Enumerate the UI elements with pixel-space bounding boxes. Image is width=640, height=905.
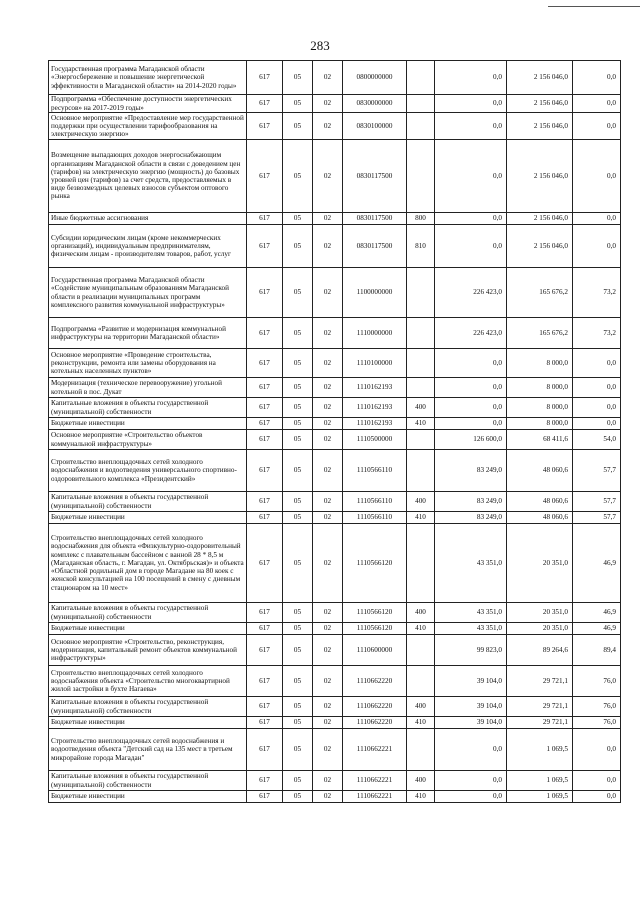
cell-target-article: 1110662221	[343, 791, 407, 803]
cell-subsection: 02	[313, 268, 343, 318]
cell-grbs: 617	[247, 225, 283, 268]
cell-plan: 0,0	[435, 349, 507, 378]
table-row	[49, 603, 621, 623]
cell-name: Капитальные вложения в объекты государственной (муниципальной) собственности	[49, 603, 247, 623]
cell-percent: 89,4	[573, 635, 621, 666]
cell-percent: 0,0	[573, 349, 621, 378]
cell-grbs: 617	[247, 61, 283, 95]
cell-section: 05	[283, 113, 313, 140]
cell-target-article: 1110000000	[343, 318, 407, 349]
cell-expense-type	[407, 729, 435, 771]
cell-target-article: 1110566110	[343, 512, 407, 524]
cell-grbs: 617	[247, 378, 283, 398]
cell-percent: 0,0	[573, 113, 621, 140]
cell-name: Основное мероприятие «Предоставление мер государственной поддержки при осуществлении тарифообразования на электрическую энергию»	[49, 113, 247, 140]
cell-grbs: 617	[247, 603, 283, 623]
cell-expense-type: 810	[407, 225, 435, 268]
cell-name: Государственная программа Магаданской области «Содействие муниципальным образованиям Магаданской области в реализации муниципальных программ комплексного развития коммунальной инфраструктуры»	[49, 268, 247, 318]
cell-grbs: 617	[247, 95, 283, 113]
top-edge-line	[548, 6, 640, 7]
cell-fact: 8 000,0	[507, 378, 573, 398]
cell-percent: 57,7	[573, 512, 621, 524]
cell-fact: 48 060,6	[507, 450, 573, 492]
cell-percent: 73,2	[573, 318, 621, 349]
cell-grbs: 617	[247, 623, 283, 635]
cell-name: Строительство внеплощадочных сетей холодного водоснабжения объекта «Строительство многоквартирной жилой застройки в бухте Нагаева»	[49, 666, 247, 697]
cell-plan: 0,0	[435, 418, 507, 430]
cell-target-article: 1110566120	[343, 623, 407, 635]
cell-plan: 0,0	[435, 113, 507, 140]
cell-section: 05	[283, 603, 313, 623]
cell-grbs: 617	[247, 349, 283, 378]
cell-plan: 39 104,0	[435, 717, 507, 729]
cell-name: Подпрограмма «Развитие и модернизация коммунальной инфраструктуры на территории Магаданской области»	[49, 318, 247, 349]
table-row	[49, 492, 621, 512]
cell-target-article: 0830100000	[343, 113, 407, 140]
table-row	[49, 623, 621, 635]
cell-section: 05	[283, 524, 313, 603]
cell-expense-type	[407, 349, 435, 378]
cell-section: 05	[283, 635, 313, 666]
cell-section: 05	[283, 791, 313, 803]
cell-subsection: 02	[313, 430, 343, 450]
cell-grbs: 617	[247, 729, 283, 771]
cell-target-article: 0800000000	[343, 61, 407, 95]
table-row	[49, 140, 621, 213]
cell-name: Бюджетные инвестиции	[49, 791, 247, 803]
cell-plan: 43 351,0	[435, 623, 507, 635]
cell-expense-type	[407, 378, 435, 398]
cell-grbs: 617	[247, 450, 283, 492]
cell-section: 05	[283, 512, 313, 524]
cell-section: 05	[283, 213, 313, 225]
cell-name: Строительство внеплощадочных сетей холодного водоснабжения и водоотведения универсального спортивно-оздоровительного комплекса «Президентский»	[49, 450, 247, 492]
table-row	[49, 791, 621, 803]
cell-subsection: 02	[313, 512, 343, 524]
cell-subsection: 02	[313, 61, 343, 95]
table-row	[49, 95, 621, 113]
cell-target-article: 0830117500	[343, 225, 407, 268]
cell-fact: 2 156 046,0	[507, 95, 573, 113]
cell-plan: 43 351,0	[435, 603, 507, 623]
table-row	[49, 113, 621, 140]
cell-target-article: 1110566110	[343, 492, 407, 512]
cell-fact: 1 069,5	[507, 791, 573, 803]
cell-plan: 99 823,0	[435, 635, 507, 666]
cell-subsection: 02	[313, 113, 343, 140]
cell-plan: 39 104,0	[435, 697, 507, 717]
cell-expense-type: 410	[407, 717, 435, 729]
cell-fact: 2 156 046,0	[507, 225, 573, 268]
table-row	[49, 524, 621, 603]
cell-name: Основное мероприятие «Строительство, реконструкция, модернизация, капитальный ремонт объектов коммунальной инфраструктуры»	[49, 635, 247, 666]
cell-expense-type: 400	[407, 492, 435, 512]
cell-fact: 2 156 046,0	[507, 113, 573, 140]
cell-name: Капитальные вложения в объекты государственной (муниципальной) собственности	[49, 398, 247, 418]
cell-expense-type	[407, 666, 435, 697]
table-row	[49, 349, 621, 378]
cell-expense-type: 800	[407, 213, 435, 225]
cell-fact: 89 264,6	[507, 635, 573, 666]
cell-plan: 0,0	[435, 791, 507, 803]
cell-subsection: 02	[313, 95, 343, 113]
cell-section: 05	[283, 623, 313, 635]
cell-section: 05	[283, 717, 313, 729]
cell-fact: 20 351,0	[507, 623, 573, 635]
cell-grbs: 617	[247, 268, 283, 318]
cell-fact: 8 000,0	[507, 398, 573, 418]
cell-subsection: 02	[313, 492, 343, 512]
table-row	[49, 430, 621, 450]
cell-percent: 0,0	[573, 791, 621, 803]
cell-percent: 0,0	[573, 213, 621, 225]
cell-grbs: 617	[247, 492, 283, 512]
cell-expense-type	[407, 268, 435, 318]
cell-percent: 73,2	[573, 268, 621, 318]
cell-plan: 43 351,0	[435, 524, 507, 603]
cell-percent: 46,9	[573, 603, 621, 623]
cell-percent: 76,0	[573, 666, 621, 697]
cell-grbs: 617	[247, 418, 283, 430]
cell-subsection: 02	[313, 213, 343, 225]
cell-expense-type: 400	[407, 603, 435, 623]
cell-subsection: 02	[313, 378, 343, 398]
table-row	[49, 512, 621, 524]
table-row	[49, 729, 621, 771]
cell-grbs: 617	[247, 697, 283, 717]
cell-expense-type: 400	[407, 771, 435, 791]
cell-target-article: 1110566120	[343, 603, 407, 623]
cell-percent: 46,9	[573, 524, 621, 603]
cell-plan: 226 423,0	[435, 318, 507, 349]
cell-section: 05	[283, 492, 313, 512]
cell-expense-type: 410	[407, 512, 435, 524]
cell-section: 05	[283, 95, 313, 113]
cell-subsection: 02	[313, 524, 343, 603]
cell-subsection: 02	[313, 140, 343, 213]
cell-percent: 0,0	[573, 140, 621, 213]
cell-expense-type: 410	[407, 791, 435, 803]
cell-section: 05	[283, 697, 313, 717]
cell-target-article: 1100000000	[343, 268, 407, 318]
cell-fact: 68 411,6	[507, 430, 573, 450]
cell-section: 05	[283, 450, 313, 492]
table-row	[49, 717, 621, 729]
cell-percent: 76,0	[573, 717, 621, 729]
cell-target-article: 1110600000	[343, 635, 407, 666]
cell-section: 05	[283, 268, 313, 318]
cell-plan: 0,0	[435, 378, 507, 398]
cell-target-article: 0830117500	[343, 140, 407, 213]
cell-fact: 165 676,2	[507, 268, 573, 318]
table-body	[49, 61, 621, 803]
cell-subsection: 02	[313, 398, 343, 418]
cell-plan: 126 600,0	[435, 430, 507, 450]
cell-name: Возмещение выпадающих доходов энергоснабжающим организациям Магаданской области в связи с доведением цен (тарифов) на электрическую энергию (мощность) до базовых уровней цен (тарифов) за счет средств, предоставляемых в виде безвозмездных целевых взносов субъектом оптового рынка	[49, 140, 247, 213]
cell-section: 05	[283, 378, 313, 398]
cell-grbs: 617	[247, 524, 283, 603]
cell-fact: 1 069,5	[507, 729, 573, 771]
cell-name: Подпрограмма «Обеспечение доступности энергетических ресурсов» на 2017-2019 годы»	[49, 95, 247, 113]
cell-grbs: 617	[247, 771, 283, 791]
cell-fact: 2 156 046,0	[507, 140, 573, 213]
cell-grbs: 617	[247, 666, 283, 697]
cell-plan: 0,0	[435, 61, 507, 95]
cell-subsection: 02	[313, 791, 343, 803]
cell-fact: 20 351,0	[507, 603, 573, 623]
cell-section: 05	[283, 430, 313, 450]
table-row	[49, 225, 621, 268]
cell-percent: 0,0	[573, 771, 621, 791]
table-row	[49, 268, 621, 318]
cell-grbs: 617	[247, 398, 283, 418]
cell-section: 05	[283, 140, 313, 213]
cell-percent: 0,0	[573, 398, 621, 418]
cell-expense-type	[407, 318, 435, 349]
cell-name: Бюджетные инвестиции	[49, 418, 247, 430]
table-row	[49, 61, 621, 95]
cell-fact: 29 721,1	[507, 666, 573, 697]
cell-percent: 0,0	[573, 61, 621, 95]
cell-plan: 83 249,0	[435, 492, 507, 512]
cell-fact: 8 000,0	[507, 418, 573, 430]
table-row	[49, 418, 621, 430]
cell-subsection: 02	[313, 623, 343, 635]
cell-expense-type	[407, 61, 435, 95]
cell-percent: 57,7	[573, 450, 621, 492]
cell-expense-type	[407, 95, 435, 113]
cell-plan: 0,0	[435, 140, 507, 213]
cell-subsection: 02	[313, 635, 343, 666]
cell-section: 05	[283, 398, 313, 418]
cell-target-article: 1110162193	[343, 378, 407, 398]
cell-section: 05	[283, 61, 313, 95]
cell-grbs: 617	[247, 717, 283, 729]
cell-expense-type	[407, 635, 435, 666]
cell-target-article: 1110566120	[343, 524, 407, 603]
cell-percent: 0,0	[573, 95, 621, 113]
cell-expense-type	[407, 140, 435, 213]
cell-percent: 76,0	[573, 697, 621, 717]
cell-plan: 0,0	[435, 398, 507, 418]
cell-target-article: 1110566110	[343, 450, 407, 492]
cell-fact: 29 721,1	[507, 697, 573, 717]
cell-target-article: 1110100000	[343, 349, 407, 378]
cell-grbs: 617	[247, 512, 283, 524]
cell-grbs: 617	[247, 213, 283, 225]
cell-name: Капитальные вложения в объекты государственной (муниципальной) собственности	[49, 697, 247, 717]
cell-target-article: 1110500000	[343, 430, 407, 450]
cell-percent: 0,0	[573, 418, 621, 430]
cell-name: Иные бюджетные ассигнования	[49, 213, 247, 225]
cell-name: Субсидии юридическим лицам (кроме некоммерческих организаций), индивидуальным предпринимателям, физическим лицам - производителям товаров, работ, услуг	[49, 225, 247, 268]
cell-grbs: 617	[247, 791, 283, 803]
cell-plan: 39 104,0	[435, 666, 507, 697]
table-row	[49, 666, 621, 697]
cell-grbs: 617	[247, 318, 283, 349]
table-row	[49, 398, 621, 418]
cell-subsection: 02	[313, 225, 343, 268]
cell-section: 05	[283, 349, 313, 378]
cell-name: Бюджетные инвестиции	[49, 623, 247, 635]
cell-expense-type: 400	[407, 398, 435, 418]
cell-expense-type: 410	[407, 623, 435, 635]
cell-name: Бюджетные инвестиции	[49, 512, 247, 524]
cell-name: Бюджетные инвестиции	[49, 717, 247, 729]
cell-name: Основное мероприятие «Строительство объектов коммунальной инфраструктуры»	[49, 430, 247, 450]
cell-target-article: 1110162193	[343, 398, 407, 418]
cell-plan: 0,0	[435, 771, 507, 791]
cell-subsection: 02	[313, 450, 343, 492]
table-row	[49, 378, 621, 398]
table-row	[49, 318, 621, 349]
cell-name: Строительство внеплощадочных сетей водоснабжения и водоотведения объекта "Детский сад на 135 мест в третьем микрорайоне города Магадан"	[49, 729, 247, 771]
cell-fact: 48 060,6	[507, 492, 573, 512]
budget-table	[48, 60, 621, 803]
cell-target-article: 1110662221	[343, 771, 407, 791]
cell-subsection: 02	[313, 349, 343, 378]
cell-fact: 1 069,5	[507, 771, 573, 791]
cell-fact: 8 000,0	[507, 349, 573, 378]
cell-subsection: 02	[313, 666, 343, 697]
cell-percent: 0,0	[573, 225, 621, 268]
cell-percent: 54,0	[573, 430, 621, 450]
cell-expense-type	[407, 524, 435, 603]
cell-fact: 20 351,0	[507, 524, 573, 603]
cell-grbs: 617	[247, 140, 283, 213]
cell-section: 05	[283, 771, 313, 791]
cell-section: 05	[283, 666, 313, 697]
cell-percent: 57,7	[573, 492, 621, 512]
cell-target-article: 1110662220	[343, 697, 407, 717]
cell-section: 05	[283, 729, 313, 771]
cell-section: 05	[283, 225, 313, 268]
cell-subsection: 02	[313, 318, 343, 349]
cell-grbs: 617	[247, 430, 283, 450]
cell-plan: 0,0	[435, 225, 507, 268]
cell-target-article: 1110662221	[343, 729, 407, 771]
cell-target-article: 1110162193	[343, 418, 407, 430]
cell-name: Основное мероприятие «Проведение строительства, реконструкции, ремонта или замены оборудования на котельных населенных пунктов»	[49, 349, 247, 378]
cell-percent: 0,0	[573, 378, 621, 398]
cell-grbs: 617	[247, 635, 283, 666]
cell-plan: 83 249,0	[435, 450, 507, 492]
cell-name: Строительство внеплощадочных сетей холодного водоснабжения для объекта «Физкультурно-оздоровительный комплекс с плавательным бассейном с ванной 28 * 8,5 м (Магаданская область, г. Магадан, ул. Октябрьская)» и объекта «Областной родильный дом в городе Магадане на 80 коек с женской консультацией на 100 посещений в смену с дневным стационаром на 10 мест»	[49, 524, 247, 603]
cell-target-article: 1110662220	[343, 666, 407, 697]
table-row	[49, 635, 621, 666]
cell-name: Капитальные вложения в объекты государственной (муниципальной) собственности	[49, 492, 247, 512]
cell-percent: 0,0	[573, 729, 621, 771]
cell-expense-type	[407, 113, 435, 140]
cell-subsection: 02	[313, 771, 343, 791]
cell-fact: 165 676,2	[507, 318, 573, 349]
cell-fact: 29 721,1	[507, 717, 573, 729]
cell-name: Государственная программа Магаданской области «Энергосбережение и повышение энергетической эффективности в Магаданской области» на 2014-2020 годы»	[49, 61, 247, 95]
cell-plan: 0,0	[435, 729, 507, 771]
cell-plan: 226 423,0	[435, 268, 507, 318]
cell-expense-type: 410	[407, 418, 435, 430]
table-row	[49, 450, 621, 492]
cell-name: Капитальные вложения в объекты государственной (муниципальной) собственности	[49, 771, 247, 791]
cell-expense-type: 400	[407, 697, 435, 717]
cell-plan: 0,0	[435, 213, 507, 225]
cell-subsection: 02	[313, 603, 343, 623]
cell-expense-type	[407, 430, 435, 450]
cell-target-article: 0830000000	[343, 95, 407, 113]
cell-fact: 48 060,6	[507, 512, 573, 524]
cell-section: 05	[283, 318, 313, 349]
cell-subsection: 02	[313, 717, 343, 729]
cell-target-article: 0830117500	[343, 213, 407, 225]
cell-fact: 2 156 046,0	[507, 213, 573, 225]
cell-grbs: 617	[247, 113, 283, 140]
table-row	[49, 213, 621, 225]
cell-percent: 46,9	[573, 623, 621, 635]
cell-expense-type	[407, 450, 435, 492]
cell-fact: 2 156 046,0	[507, 61, 573, 95]
cell-subsection: 02	[313, 729, 343, 771]
table-row	[49, 771, 621, 791]
cell-plan: 0,0	[435, 95, 507, 113]
cell-subsection: 02	[313, 697, 343, 717]
cell-name: Модернизация (техническое перевооружение) угольной котельной в пос. Дукат	[49, 378, 247, 398]
cell-target-article: 1110662220	[343, 717, 407, 729]
cell-subsection: 02	[313, 418, 343, 430]
table-row	[49, 697, 621, 717]
cell-plan: 83 249,0	[435, 512, 507, 524]
cell-section: 05	[283, 418, 313, 430]
page-number: 283	[310, 38, 330, 53]
